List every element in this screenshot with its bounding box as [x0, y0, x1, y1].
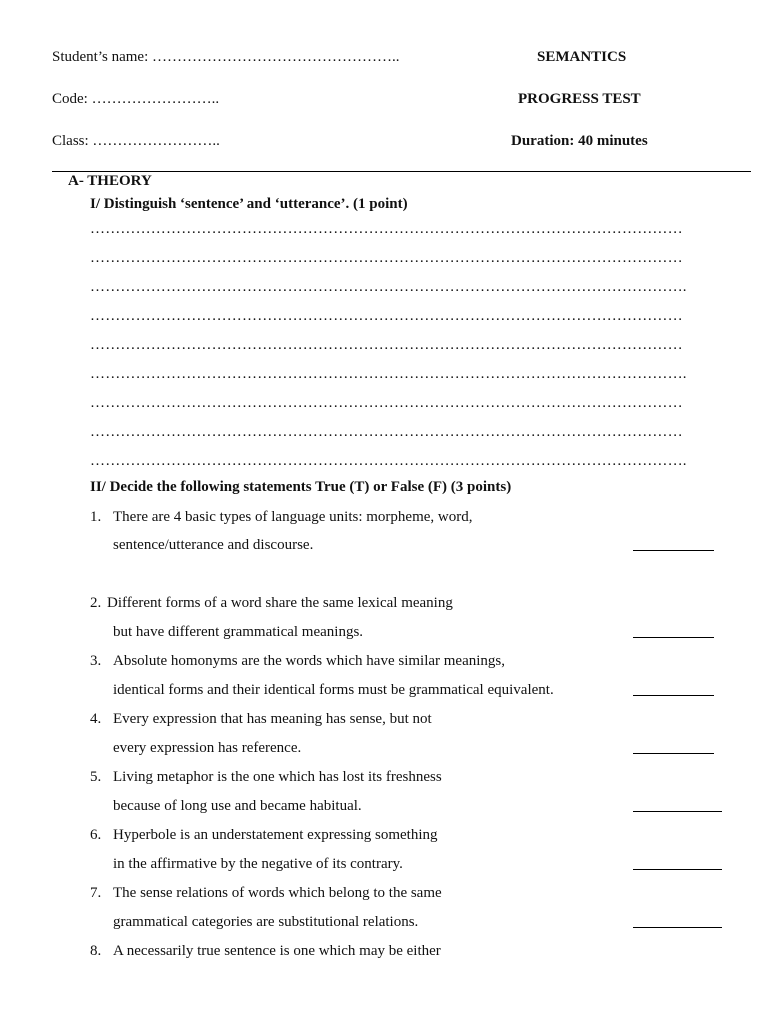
class-field: Class: …………………….. [52, 133, 220, 149]
item-text: Living metaphor is the one which has lost its freshness [113, 769, 442, 785]
item-text: grammatical categories are substitutional relations. [113, 914, 419, 930]
item-text: Every expression that has meaning has sense, but not [113, 711, 432, 727]
header-divider [52, 171, 751, 172]
section-a-title: A- THEORY [68, 173, 152, 189]
item-number: 8. [90, 943, 102, 959]
item-text: identical forms and their identical forms must be grammatical equivalent. [113, 682, 554, 698]
answer-line: ………………………………………………………………………………………………………. [90, 453, 687, 469]
question-1-heading: I/ Distinguish ‘sentence’ and ‘utterance’. (1 point) [90, 196, 408, 212]
answer-line: ……………………………………………………………………………………………………… [90, 221, 683, 237]
answer-blank[interactable] [633, 550, 714, 551]
item-number: 3. [90, 653, 102, 669]
item-number: 7. [90, 885, 102, 901]
item-text: Hyperbole is an understatement expressing something [113, 827, 438, 843]
item-text: There are 4 basic types of language units: morpheme, word, [113, 509, 473, 525]
answer-line: ……………………………………………………………………………………………………… [90, 395, 683, 411]
question-2-heading: II/ Decide the following statements True (T) or False (F) (3 points) [90, 479, 512, 495]
item-text: every expression has reference. [113, 740, 302, 756]
item-text: A necessarily true sentence is one which may be either [113, 943, 441, 959]
item-text: but have different grammatical meanings. [113, 624, 364, 640]
item-number: 1. [90, 509, 102, 525]
item-text: in the affirmative by the negative of its contrary. [113, 856, 403, 872]
item-number: 5. [90, 769, 102, 785]
student-name-field: Student’s name: ………………………………………….. [52, 49, 400, 65]
item-number: 4. [90, 711, 102, 727]
answer-blank[interactable] [633, 753, 714, 754]
answer-blank[interactable] [633, 695, 714, 696]
answer-line: ……………………………………………………………………………………………………… [90, 424, 683, 440]
answer-blank[interactable] [633, 811, 722, 812]
answer-blank[interactable] [633, 637, 714, 638]
answer-line: ………………………………………………………………………………………………………. [90, 366, 687, 382]
item-text: The sense relations of words which belong to the same [113, 885, 442, 901]
answer-line: ……………………………………………………………………………………………………… [90, 337, 683, 353]
item-number: 6. [90, 827, 102, 843]
item-text: Different forms of a word share the same lexical meaning [107, 595, 453, 611]
answer-blank[interactable] [633, 927, 722, 928]
item-text: sentence/utterance and discourse. [113, 537, 314, 553]
duration-label: Duration: 40 minutes [511, 133, 648, 149]
item-number: 2. [90, 595, 102, 611]
subject-title: SEMANTICS [537, 49, 627, 65]
item-text: Absolute homonyms are the words which have similar meanings, [113, 653, 506, 669]
answer-line: ……………………………………………………………………………………………………… [90, 250, 683, 266]
answer-line: ……………………………………………………………………………………………………… [90, 308, 683, 324]
code-field: Code: …………………….. [52, 91, 220, 107]
item-text: because of long use and became habitual. [113, 798, 362, 814]
test-title: PROGRESS TEST [518, 91, 641, 107]
answer-line: ………………………………………………………………………………………………………. [90, 279, 687, 295]
answer-blank[interactable] [633, 869, 722, 870]
